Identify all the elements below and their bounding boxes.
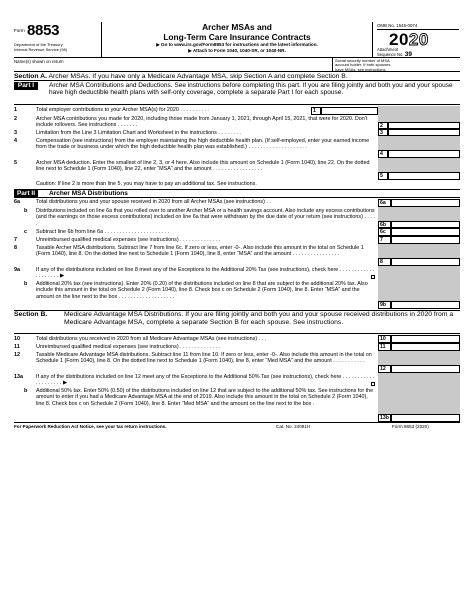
shaded-area — [378, 158, 460, 172]
omb-number: OMB No. 1545-0074 — [377, 23, 459, 30]
line-text: Additional 50% tax. Enter 50% (0.50) of the distributions included on line 12 that are subject to the additional 50% tax. See instructions for the amount to enter if you had a Medicare Advantage MSA at the end of 2019. Also include this amount in the total on Schedule 2 (Form 1040), line 8. Check box c on Schedule 2 (Form 1040), line 8. Enter “Med MSA” and the amount on the line next to the box . — [36, 388, 374, 407]
form-footer-id: Form 8853 (2020) — [392, 424, 429, 429]
line-text: Compensation (see instructions) from the employer maintaining the high deductible health plan. (If self-employed, enter your earned income from the trade or business under which the high deductible health plan was established.) . . . . . . . . . . . . . . . . . . . . — [36, 138, 370, 151]
shaded-area — [378, 207, 460, 221]
line-9a-checkbox[interactable] — [371, 275, 375, 279]
attach-instruction: ▶ Attach to Form 1040, 1040-SR, or 1040-NR. — [188, 48, 286, 54]
line-sub-letter: c — [24, 229, 27, 235]
line-text: Distributions included on line 6a that you rolled over to another Archer MSA or a health savings account. Also include any excess contributions (and the earnings on those excess contributions) included on line 6a that were withdrawn by the due date of your return (see instructions) . . . . . — [36, 208, 375, 227]
department-block — [14, 42, 102, 53]
line-text: Taxable Medicare Advantage MSA distributions. Subtract line 11 from line 10. If zero or less, enter -0-. Also include this amount in the total on Schedule 1 (Form 1040), line 8. On the dotted line next to Schedule 1 (Form 1040), line 8, enter “Med MSA” and the amount . . . . . . . . . . . — [36, 352, 372, 365]
line-number: 2 — [14, 116, 17, 122]
line-sub-letter: b — [24, 208, 28, 214]
line-number: 7 — [14, 237, 17, 243]
line-number: 11 — [14, 344, 20, 350]
line-sub-letter: b — [24, 281, 28, 287]
form-header — [14, 22, 460, 58]
line-text: Additional 20% tax (see instructions). Enter 20% (0.20) of the distributions included on line 8 that are subject to the additional 20% tax. Also include this amount in the total on Schedule 2 (Form 1040), line 8. Check box c on Schedule 2 (Form 1040), line 8. Enter “MSA” and the amount on the line next to the box . . . . . . . . . . . . . . . . . . . — [36, 281, 368, 300]
part-1-text: Archer MSA Contributions and Deductions. See instructions before completing this part. If you are filing jointly and both you and your spouse have high deductible health plans with self-only coverage, complete a separate Part I for each spouse. — [49, 82, 453, 97]
line-4-box: 4 — [378, 150, 388, 158]
form-title-line1: Archer MSAs and — [202, 22, 272, 32]
line-sub-letter: b — [24, 388, 28, 394]
instructions-link-text: ▶ Go to www.irs.gov/Form8853 for instructions and the latest information. — [156, 42, 318, 47]
line-number: 9a — [14, 267, 20, 273]
part-1-label: Part I — [14, 82, 38, 90]
shaded-area — [378, 244, 460, 258]
line-4-amount-field[interactable] — [388, 150, 460, 158]
line-13b-box: 13b — [378, 414, 391, 422]
section-b-heading — [14, 310, 460, 334]
line-text: Archer MSA contributions you made for 2020, including those made from January 1, 2021, through April 15, 2021, that were for 2020. Don’t include rollovers. See instructions . . . . . . . — [36, 116, 368, 129]
line-8-box: 8 — [378, 258, 391, 266]
line-5-amount-field[interactable] — [388, 172, 460, 180]
name-field-label: Name(s) shown on return — [14, 59, 64, 64]
part-2-label: Part II — [14, 190, 38, 198]
ssn-field[interactable]: Social security number of MSA account holder. If both spouses have MSAs, see instructions — [332, 58, 396, 72]
line-number: 1 — [14, 107, 17, 113]
part-2-heading — [14, 189, 460, 198]
form-title-block — [102, 22, 372, 58]
line-text: If any of the distributions included on line 8 meet any of the Exceptions to the Additional 20% Tax (see instructions), check here . . . . . . . . . . . . . . . . . . . . ▶ — [36, 267, 375, 280]
line-number: 13a — [14, 374, 23, 380]
line-9b-amount-field[interactable] — [391, 301, 460, 309]
part-2-text: Archer MSA Distributions — [49, 190, 128, 197]
line-text: Unreimbursed qualified medical expenses (see instructions) . . . . . . . . . . . . . . — [36, 344, 221, 350]
line-number: 5 — [14, 160, 17, 166]
line-7-box: 7 — [378, 236, 391, 244]
shaded-area — [378, 373, 460, 414]
section-a-text: Archer MSAs. If you have only a Medicare Advantage MSA, skip Section A and complete Section B. — [48, 73, 348, 80]
line-11-box: 11 — [378, 343, 391, 351]
line-number: 10 — [14, 336, 20, 342]
line-10-box: 10 — [378, 335, 391, 343]
form-8853-page — [14, 22, 460, 502]
line-12-amount-field[interactable] — [391, 365, 460, 373]
line-6a-amount-field[interactable] — [391, 199, 460, 207]
irs-name: Internal Revenue Service (99) — [14, 47, 68, 53]
part-1-heading — [14, 82, 460, 105]
line-6c-amount-field[interactable] — [391, 228, 460, 236]
line-text: If any of the distributions included on line 12 meet any of the Exceptions to the Additional 50% Tax (see instructions), check here . . . . . . . . . . . . . . . . . . . . ▶ — [36, 374, 375, 387]
line-3-box: 3 — [378, 129, 388, 136]
line-7-amount-field[interactable] — [391, 236, 460, 244]
attachment-sequence — [377, 48, 412, 58]
line-text: Limitation from the Line 3 Limitation Chart and Worksheet in the instructions . . . . . . . . — [36, 130, 241, 136]
line-number: 8 — [14, 245, 17, 251]
line-6a-box: 6a — [378, 199, 391, 207]
line-6b-amount-field[interactable] — [391, 221, 460, 228]
line-8-amount-field[interactable] — [391, 258, 460, 266]
line-number: 4 — [14, 138, 17, 144]
form-label: Form — [14, 28, 25, 33]
line-6c-box: 6c — [378, 228, 391, 236]
line-6b-box: 6b — [378, 221, 391, 228]
name-ssn-row — [14, 58, 460, 72]
line-5-box: 5 — [378, 172, 388, 180]
form-title-line2: Long-Term Care Insurance Contracts — [163, 32, 311, 42]
sequence-number: 39 — [404, 50, 412, 58]
sequence-label: Sequence No. — [377, 51, 404, 57]
section-b-text: Medicare Advantage MSA Distributions. If you are filing jointly and both you and your spouse received distributions in 2020 from a Medicare Advantage MSA, complete a separate Section B for each spouse. See instructions. — [64, 311, 454, 326]
line-12-box: 12 — [378, 365, 391, 373]
tax-year-century: 20 — [389, 30, 409, 49]
line-13a-checkbox[interactable] — [371, 382, 375, 386]
shaded-area — [378, 351, 460, 365]
shaded-area — [378, 136, 460, 150]
line-text: Unreimbursed qualified medical expenses (see instructions) . . . . . . . . . . . . . . — [36, 237, 221, 243]
omb-year-block — [372, 22, 460, 58]
line-text: Taxable Archer MSA distributions. Subtract line 7 from line 6c. If zero or less, enter -0-. Also include this amount in the total on Schedule 1 (Form 1040), line 8. On the dotted line next to Schedule 1 (Form 1040), line 8, enter “MSA” and the amount . . . . . . . . . . . . . . . . — [36, 245, 364, 258]
line-13b-amount-field[interactable] — [391, 414, 460, 422]
form-id-block — [14, 22, 102, 58]
tax-year-decade: 20 — [408, 30, 429, 49]
line-9b-box: 9b — [378, 301, 391, 309]
shaded-area — [378, 266, 460, 301]
section-a-heading — [14, 72, 460, 81]
line-text: Total distributions you received in 2020 from all Medicare Advantage MSAs (see instructions) . . . — [36, 336, 267, 342]
paperwork-notice: For Paperwork Reduction Act Notice, see your tax return instructions. — [14, 424, 167, 429]
line-text: Total employer contributions to your Archer MSA(s) for 2020 . . . . . . . . . . — [36, 107, 209, 113]
caution-note — [14, 181, 460, 188]
line-3-amount-field[interactable] — [388, 129, 460, 136]
section-a-label: Section A. — [14, 73, 47, 80]
form-footer — [14, 422, 460, 429]
line-number: 12 — [14, 352, 20, 358]
form-number: 8853 — [27, 22, 60, 39]
section-b-label: Section B. — [14, 311, 48, 318]
line-2-amount-field[interactable] — [388, 122, 460, 129]
caution-text: Caution: If line 2 is more than line 5, you may have to pay an additional tax. See instructions. — [36, 181, 257, 187]
line-text: Archer MSA deduction. Enter the smallest of line 2, 3, or 4 here. Also include this amount on Schedule 1 (Form 1040), line 22. On the dotted line next to Schedule 1 (Form 1040), line 22, enter “MSA” and the amount . . . . . . . . . . . . . . . . . — [36, 160, 370, 173]
line-2-box: 2 — [378, 122, 388, 129]
line-1-box: 1 — [311, 107, 321, 115]
attachment-label: Attachment — [377, 47, 399, 52]
catalog-number: Cat. No. 24091H — [276, 424, 311, 429]
department-name: Department of the Treasury — [14, 42, 63, 47]
line-text: Total distributions you and your spouse received in 2020 from all Archer MSAs (see instructions) . . — [36, 199, 271, 205]
line-10-amount-field[interactable] — [391, 335, 460, 343]
line-text: Subtract line 6b from line 6a . . . . . . . . . . . . . . . . . . . . . . — [36, 229, 170, 235]
line-number: 6a — [14, 199, 20, 205]
line-number: 3 — [14, 130, 17, 136]
line-1-amount-field[interactable] — [321, 107, 378, 115]
line-11-amount-field[interactable] — [391, 343, 460, 351]
